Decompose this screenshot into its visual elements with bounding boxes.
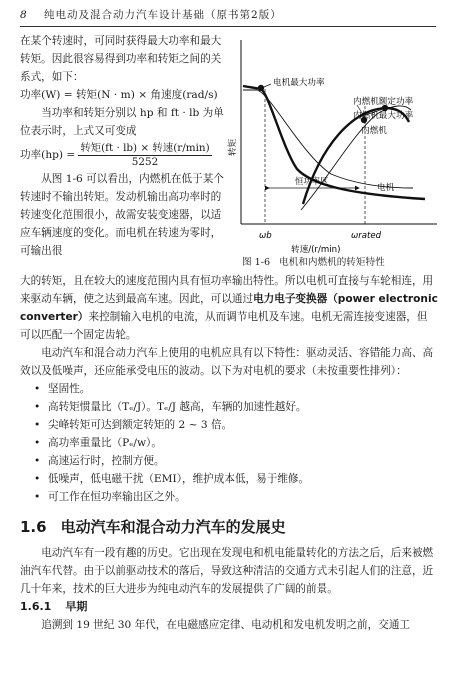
paragraph: 追溯到 19 世纪 30 年代，在电磁感应定律、电动机和发电机发明之前，交通工: [41, 619, 411, 631]
section-title: 电动汽车和混合动力汽车的发展史: [60, 518, 286, 536]
label-motor-max-power: 电机最大功率: [273, 78, 325, 88]
label-constant-power-region: 恒功率区: [295, 176, 329, 186]
label-x-axis: 转速/(r/min): [291, 245, 341, 255]
label-motor: 电机: [377, 183, 395, 193]
figure-caption: [242, 254, 385, 268]
label-y-axis: 转矩: [228, 138, 238, 156]
fraction-denominator: 5252: [131, 155, 159, 168]
book-title: 纯电动及混合动力汽车设计基础（原书第2版）: [44, 9, 282, 21]
term-power-electronic-converter: 电力电子变换器（power electronic converter）: [20, 293, 438, 323]
subsection-number: 1.6.1: [20, 600, 52, 613]
equation-lhs: 功率(hp) =: [20, 149, 76, 161]
label-omega-rated: ωrated: [351, 231, 382, 241]
subsection-title: 早期: [65, 600, 88, 613]
list-item: • 高转矩惯量比（Tₑ/J）。Tₑ/J 越高，车辆的加速性越好。: [20, 398, 438, 416]
paragraph: 大的转矩，且在较大的速度范围内具有恒功率输出特性。所以电机可直接与车轮相连，用来驱动车辆，使之达到最高车速。因此，可以通过电力电子变换器（power electronic converter）来控制输入电机的电流，从而调节电机及车速。电机无需连接变速器，但可以匹配一个固定齿轮。: [20, 275, 438, 341]
paragraph: 电动汽车有一段有趣的历史。它出现在发现电和机电能量转化的方法之后，后来被燃油汽车代替。由于以前驱动技术的落后，导致这种清洁的交通方式未引起人们的注意，近几十年来，技术的巨大进步为纯电动汽车的发展提供了广阔的前景。: [20, 547, 434, 595]
equation-watts: 功率(W) = 转矩(N · m) × 角速度(rad/s): [20, 89, 218, 101]
main-body: [20, 272, 438, 634]
page-header: [20, 4, 436, 27]
list-item: • 高速运行时，控制方便。: [20, 452, 438, 470]
list-item: • 高功率重量比（Pₑ/w）。: [20, 434, 438, 452]
label-ice: 内燃机: [361, 126, 387, 136]
label-ice-max-power: 内燃机最大功率: [353, 111, 414, 121]
section-number: 1.6: [20, 518, 47, 536]
figure-caption-text: 电机和内燃机的转矩特性: [279, 257, 385, 268]
list-item: • 可工作在恒功率输出区之外。: [20, 488, 438, 506]
section-heading: [20, 514, 438, 540]
figure-number: 图 1-6: [242, 257, 271, 268]
ice-power-curve: [301, 106, 411, 210]
fraction-numerator: 转矩(ft · lb) × 转速(r/min): [80, 141, 210, 154]
torque-characteristic-plot: [228, 34, 445, 266]
figure-1-6: [228, 34, 445, 266]
subsection-heading: [20, 598, 438, 616]
label-ice-rated-power: 内燃机额定功率: [353, 97, 414, 107]
list-item: • 低噪声，低电磁干扰（EMI），维护成本低，易于维修。: [20, 470, 438, 488]
paragraph: 当功率和转矩分别以 hp 和 ft · lb 为单位表示时，上式又可变成: [20, 107, 224, 137]
paragraph: 在某个转速时，可同时获得最大功率和最大转矩。因此很容易得到功率和转矩之间的关系式，如下：: [20, 35, 222, 83]
paragraph: 从图 1-6 可以看出，内燃机在低于某个转速时不输出转矩。发动机输出高功率时的转速变化范围很小，故需安装变速器，以适应车辆速度的变化。而电机在转速为零时，可输出很: [20, 173, 224, 257]
left-column: [20, 32, 230, 260]
list-item: • 尖峰转矩可达到额定转矩的 2 ~ 3 倍。: [20, 416, 438, 434]
equation-fraction: [78, 142, 211, 169]
motor-max-power-point: [258, 85, 264, 91]
equation-hp: [20, 140, 230, 170]
label-omega-b: ωb: [259, 231, 272, 241]
page-number: 8: [20, 9, 27, 21]
paragraph: 电动汽车和混合动力汽车上使用的电机应具有以下特性：驱动灵活、容错能力高、高效以及低噪声，还应能承受电压的波动。以下为对电机的要求（未按重要性排列）：: [20, 347, 434, 377]
list-item: • 坚固性。: [20, 380, 438, 398]
requirements-list: [20, 380, 438, 506]
